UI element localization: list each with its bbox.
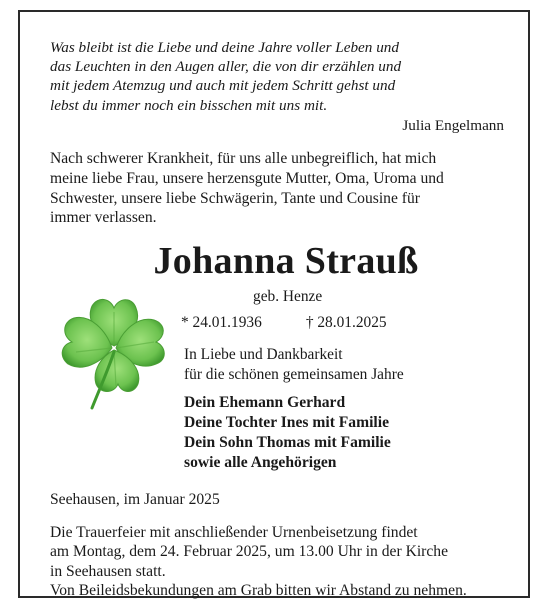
death-date: † 28.01.2025 [305, 314, 387, 331]
funeral-line: Von Beileidsbekundungen am Grab bitten wir Abstand zu nehmen. [50, 582, 467, 600]
obituary-card [18, 10, 530, 598]
family-line: Dein Sohn Thomas mit Familie [184, 434, 391, 451]
family-line: Deine Tochter Ines mit Familie [184, 414, 390, 431]
birth-date: * 24.01.1936 [181, 314, 262, 331]
life-dates [181, 314, 387, 332]
poem-line: Was bleibt ist die Liebe und deine Jahre voller Leben und [50, 39, 399, 56]
funeral-line: in Seehausen statt. [50, 562, 166, 580]
funeral-line: Die Trauerfeier mit anschließender Urnenbeisetzung findet [50, 524, 418, 541]
funeral-line: am Montag, dem 24. Februar 2025, um 13.00 Uhr in der Kirche [50, 543, 448, 561]
family-line: Dein Ehemann Gerhard [184, 394, 346, 411]
poem-line: lebst du immer noch ein bisschen mit uns mit. [50, 96, 328, 114]
poem [50, 38, 520, 115]
thanks-text [184, 345, 404, 385]
family-line: sowie alle Angehörigen [184, 454, 337, 471]
poem-line: mit jedem Atemzug und auch mit jedem Schritt gehst und [50, 77, 396, 95]
funeral-notice [50, 523, 467, 601]
intro-line: Nach schwerer Krankheit, für uns alle unbegreiflich, hat mich [50, 150, 437, 167]
intro-line: Schwester, unsere liebe Schwägerin, Tante und Cousine für [50, 189, 420, 207]
poem-line: das Leuchten in den Augen aller, die von dir erzählen und [50, 58, 402, 76]
maiden-name: geb. Henze [253, 288, 323, 305]
deceased-name: Johanna Strauß [153, 240, 419, 282]
clover-leaves [62, 299, 164, 391]
four-leaf-clover-icon [56, 290, 174, 410]
place-date: Seehausen, im Januar 2025 [50, 491, 220, 508]
family-list [184, 393, 391, 473]
intro-line: meine liebe Frau, unsere herzensgute Mutter, Oma, Uroma und [50, 169, 444, 187]
intro-text [50, 149, 550, 228]
thanks-line: für die schönen gemeinsamen Jahre [184, 365, 404, 383]
poem-author: Julia Engelmann [402, 117, 504, 134]
intro-line: immer verlassen. [50, 209, 157, 227]
thanks-line: In Liebe und Dankbarkeit [184, 346, 343, 363]
